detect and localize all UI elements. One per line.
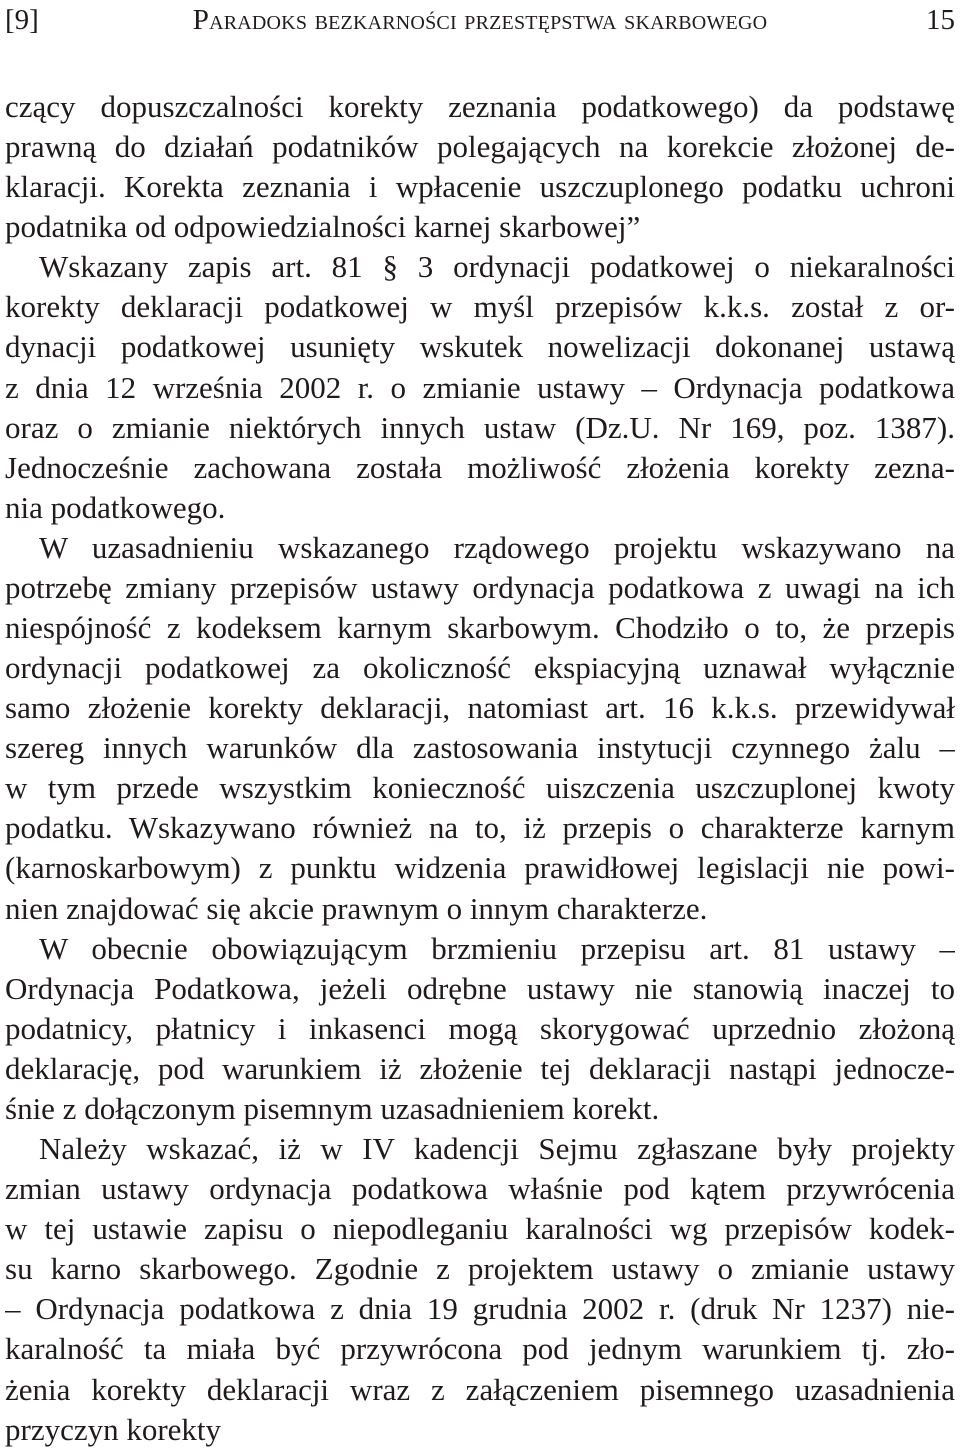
- text-line: prawną do działań podatników polegających na korekcie złożonej de-: [5, 129, 955, 165]
- text-line: śnie z dołączonym pisemnym uzasadnieniem korekt.: [5, 1090, 660, 1126]
- text-line: samo złożenie korekty deklaracji, natomiast art. 16 k.k.s. przewidywał: [5, 690, 955, 726]
- section-number: [9]: [5, 4, 39, 36]
- text-line: czący dopuszczalności korekty zeznania podatkowego) da podstawę: [5, 89, 955, 124]
- paragraph: [5, 87, 955, 247]
- body-text: [5, 87, 955, 1450]
- text-line: ordynacji podatkowej za okoliczność ekspiacyjną uznawał wyłącznie: [5, 650, 955, 686]
- text-line: (karnoskarbowym) z punktu widzenia prawidłowej legislacji nie powi-: [5, 850, 955, 886]
- text-line: dynacji podatkowej usunięty wskutek nowelizacji dokonanej ustawą: [5, 329, 955, 365]
- text-line: podatnika od odpowiedzialności karnej skarbowej”: [5, 209, 641, 245]
- text-line: w tym przede wszystkim konieczność uiszczenia uszczuplonej kwoty: [5, 770, 955, 806]
- text-line: – Ordynacja podatkowa z dnia 19 grudnia 2002 r. (druk Nr 1237) nie-: [5, 1291, 955, 1327]
- text-line: Należy wskazać, iż w IV kadencji Sejmu zgłaszane były projekty: [39, 1131, 955, 1167]
- text-line: zmian ustawy ordynacja podatkowa właśnie pod kątem przywrócenia: [5, 1171, 955, 1207]
- text-line: z dnia 12 września 2002 r. o zmianie ustawy – Ordynacja podatkowa: [5, 369, 955, 405]
- text-line: nia podatkowego.: [5, 489, 226, 525]
- text-line: W uzasadnieniu wskazanego rządowego projektu wskazywano na: [39, 529, 955, 565]
- text-line: Wskazany zapis art. 81 § 3 ordynacji podatkowej o niekaralności: [39, 249, 955, 285]
- paragraph: [5, 247, 955, 528]
- text-line: niespójność z kodeksem karnym skarbowym. Chodziło o to, że przepis: [5, 610, 955, 646]
- text-line: przyczyn korekty: [5, 1411, 222, 1447]
- running-title: Paradoks bezkarności przestępstwa skarbowego: [192, 4, 768, 36]
- text-line: nien znajdować się akcie prawnym o innym charakterze.: [5, 890, 708, 926]
- text-line: podatnicy, płatnicy i inkasenci mogą skorygować uprzednio złożoną: [5, 1010, 955, 1046]
- text-line: żenia korekty deklaracji wraz z załączeniem pisemnego uzasadnienia: [5, 1371, 955, 1407]
- text-line: karalność ta miała być przywrócona pod jednym warunkiem tj. zło-: [5, 1331, 955, 1367]
- text-line: klaracji. Korekta zeznania i wpłacenie uszczuplonego podatku uchroni: [5, 169, 955, 205]
- paragraph: [5, 929, 955, 1129]
- text-line: korekty deklaracji podatkowej w myśl przepisów k.k.s. został z or-: [5, 289, 955, 325]
- text-line: potrzebę zmiany przepisów ustawy ordynacja podatkowa z uwagi na ich: [5, 569, 955, 605]
- text-line: W obecnie obowiązującym brzmieniu przepisu art. 81 ustawy –: [39, 930, 955, 966]
- text-line: su karno skarbowego. Zgodnie z projektem ustawy o zmianie ustawy: [5, 1251, 955, 1287]
- text-line: Jednocześnie zachowana została możliwość złożenia korekty zezna-: [5, 449, 955, 485]
- text-line: deklarację, pod warunkiem iż złożenie tej deklaracji nastąpi jednocze-: [5, 1050, 955, 1086]
- text-line: oraz o zmianie niektórych innych ustaw (Dz.U. Nr 169, poz. 1387).: [5, 409, 955, 445]
- page-number: 15: [926, 4, 955, 36]
- paragraph: [5, 1129, 955, 1450]
- running-header: [5, 3, 955, 37]
- text-line: podatku. Wskazywano również na to, iż przepis o charakterze karnym: [5, 810, 955, 846]
- paragraph: [5, 528, 955, 929]
- text-line: szereg innych warunków dla zastosowania instytucji czynnego żalu –: [5, 730, 955, 766]
- text-line: Ordynacja Podatkowa, jeżeli odrębne ustawy nie stanowią inaczej to: [5, 970, 955, 1006]
- text-line: w tej ustawie zapisu o niepodleganiu karalności wg przepisów kodek-: [5, 1211, 955, 1247]
